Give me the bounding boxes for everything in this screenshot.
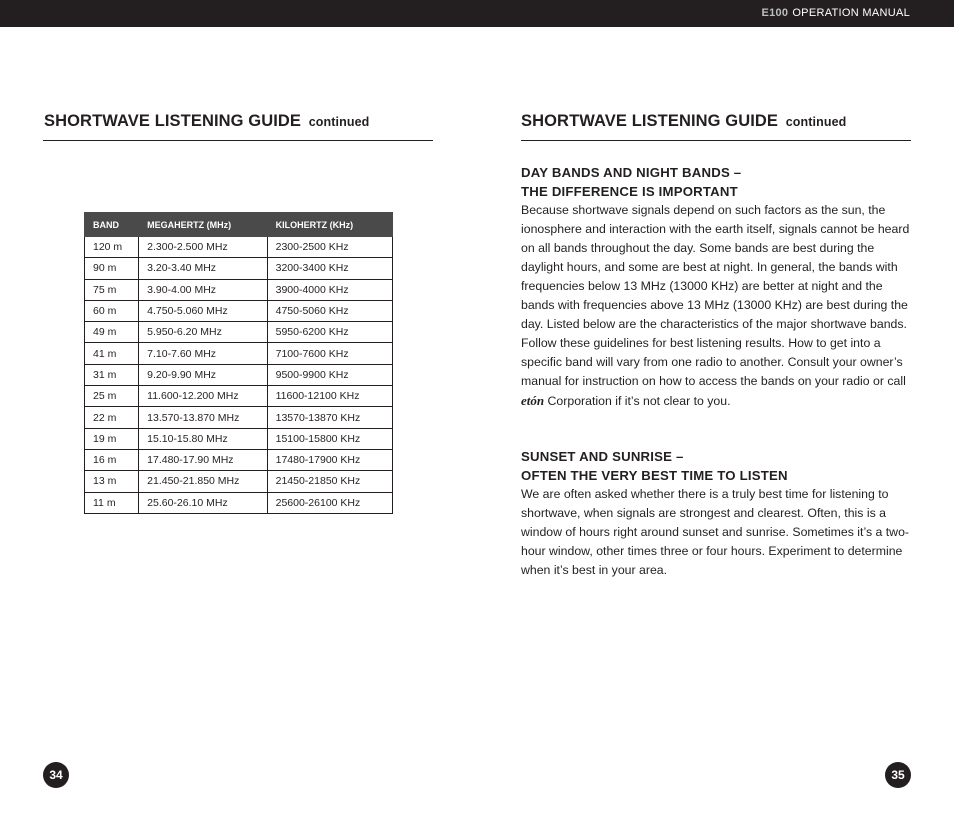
table-row	[85, 322, 393, 343]
khz-cell: 3200-3400 KHz	[267, 258, 392, 279]
sunset-body: We are often asked whether there is a truly best time for listening to shortwave, when signals are strongest and clearest. Often, this is a window of hours right around sunset and sunrise. Sometimes it’s a two-hour window, other times three or four hours. Experiment to determine when it’s best in your area.	[521, 487, 910, 577]
mhz-cell: 2.300-2.500 MHz	[139, 237, 267, 258]
sunset-sunrise-section	[521, 447, 913, 580]
mhz-cell: 5.950-6.20 MHz	[139, 322, 267, 343]
mhz-cell: 9.20-9.90 MHz	[139, 364, 267, 385]
band-cell: 25 m	[85, 386, 139, 407]
band-cell: 13 m	[85, 471, 139, 492]
khz-cell: 5950-6200 KHz	[267, 322, 392, 343]
band-cell: 31 m	[85, 364, 139, 385]
day-night-body	[521, 201, 913, 411]
band-cell: 22 m	[85, 407, 139, 428]
day-night-title-line1: DAY BANDS AND NIGHT BANDS –	[521, 165, 742, 180]
mhz-cell: 11.600-12.200 MHz	[139, 386, 267, 407]
khz-cell: 17480-17900 KHz	[267, 449, 392, 470]
mhz-cell: 25.60-26.10 MHz	[139, 492, 267, 513]
khz-cell: 7100-7600 KHz	[267, 343, 392, 364]
page-number-right: 35	[885, 762, 911, 788]
brand-name: etón	[521, 393, 545, 408]
mhz-cell: 3.90-4.00 MHz	[139, 279, 267, 300]
mhz-cell: 4.750-5.060 MHz	[139, 300, 267, 321]
table-header-row	[85, 213, 393, 237]
table-header-band: BAND	[85, 213, 139, 237]
top-bar	[0, 0, 954, 27]
left-heading-suffix: continued	[308, 115, 370, 129]
band-frequency-table	[84, 212, 393, 514]
mhz-cell: 13.570-13.870 MHz	[139, 407, 267, 428]
band-cell: 19 m	[85, 428, 139, 449]
mhz-cell: 21.450-21.850 MHz	[139, 471, 267, 492]
manual-title: OPERATION MANUAL	[792, 7, 910, 19]
table-body	[85, 237, 393, 514]
band-cell: 120 m	[85, 237, 139, 258]
table-row	[85, 300, 393, 321]
khz-cell: 2300-2500 KHz	[267, 237, 392, 258]
table-header-mhz: MEGAHERTZ (MHz)	[139, 213, 267, 237]
table-row	[85, 471, 393, 492]
sunset-title-line1: SUNSET AND SUNRISE –	[521, 449, 684, 464]
model-name: E100	[761, 7, 789, 19]
day-night-body-end: Corporation if it’s not clear to you.	[547, 394, 731, 408]
table-row	[85, 237, 393, 258]
table-row	[85, 364, 393, 385]
sunset-title-line2: OFTEN THE VERY BEST TIME TO LISTEN	[521, 468, 788, 483]
table-row	[85, 428, 393, 449]
day-night-body-text: Because shortwave signals depend on such factors as the sun, the ionosphere and interaction with the earth itself, signals cannot be heard on all bands throughout the day. Some bands are best during the daylight hours, and some are best at night. In general, the bands with frequencies below 13 MHz (13000 KHz) are better at night and the bands with frequencies above 13 MHz (13000 KHz) are best during the day. Listed below are the characteristics of the major shortwave bands. Follow these guidelines for best listening results. How to get into a specific band will vary from one radio to another. Consult your owner’s manual for instruction on how to access the bands on your radio or call	[521, 203, 910, 388]
band-cell: 11 m	[85, 492, 139, 513]
right-heading-text: SHORTWAVE LISTENING GUIDE	[521, 112, 779, 130]
khz-cell: 25600-26100 KHz	[267, 492, 392, 513]
day-night-title-line2: THE DIFFERENCE IS IMPORTANT	[521, 184, 738, 199]
mhz-cell: 7.10-7.60 MHz	[139, 343, 267, 364]
right-heading-suffix: continued	[785, 115, 847, 129]
table-row	[85, 449, 393, 470]
page-number-left: 34	[43, 762, 69, 788]
mhz-cell: 15.10-15.80 MHz	[139, 428, 267, 449]
table-header-khz: KILOHERTZ (KHz)	[267, 213, 392, 237]
table-row	[85, 492, 393, 513]
mhz-cell: 3.20-3.40 MHz	[139, 258, 267, 279]
khz-cell: 15100-15800 KHz	[267, 428, 392, 449]
table-row	[85, 258, 393, 279]
day-night-bands-section	[521, 163, 913, 411]
table-row	[85, 407, 393, 428]
table-row	[85, 343, 393, 364]
day-night-title	[521, 163, 913, 201]
manual-label	[761, 7, 910, 19]
khz-cell: 11600-12100 KHz	[267, 386, 392, 407]
khz-cell: 4750-5060 KHz	[267, 300, 392, 321]
band-cell: 41 m	[85, 343, 139, 364]
band-cell: 16 m	[85, 449, 139, 470]
table-row	[85, 386, 393, 407]
band-cell: 60 m	[85, 300, 139, 321]
left-heading-text: SHORTWAVE LISTENING GUIDE	[44, 112, 302, 130]
band-cell: 49 m	[85, 322, 139, 343]
band-cell: 90 m	[85, 258, 139, 279]
khz-cell: 21450-21850 KHz	[267, 471, 392, 492]
khz-cell: 9500-9900 KHz	[267, 364, 392, 385]
band-cell: 75 m	[85, 279, 139, 300]
table-row	[85, 279, 393, 300]
left-page-heading	[44, 112, 369, 131]
right-page-heading	[521, 112, 846, 131]
sunset-title	[521, 447, 913, 485]
khz-cell: 3900-4000 KHz	[267, 279, 392, 300]
right-heading-rule	[521, 140, 911, 141]
khz-cell: 13570-13870 KHz	[267, 407, 392, 428]
mhz-cell: 17.480-17.90 MHz	[139, 449, 267, 470]
left-heading-rule	[43, 140, 433, 141]
